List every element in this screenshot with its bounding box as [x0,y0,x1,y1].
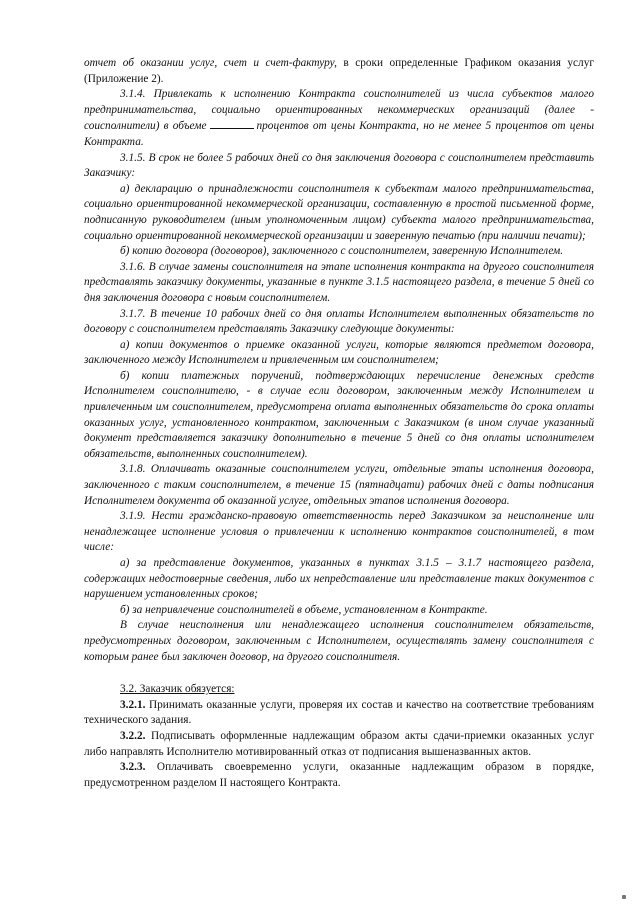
percent-blank-line [210,118,254,129]
clause-3-1-7-b: б) копии платежных поручений, подтверждающих перечисление денежных средств Исполнителем соисполнителю, - в случае если договором, заключенным между Исполнителем и привлеченным им соисполнителем, предусмотрена оплата выполненных обязательств до срока оплаты оказанных услуг, установленного контрактом, заключенным с Заказчиком (в ином случае указанный документ представляется заказчику дополнительно в течение 5 дней со дня оплаты исполнителем обязательств, выполненных соисполнителем). [84,369,594,460]
clause-3-1-9-a: а) за представление документов, указанных в пунктах 3.1.5 – 3.1.7 настоящего раздела, содержащих недостоверные сведения, либо их непредставление или представление таких документов с нарушением установленных сроков; [84,557,594,601]
clause-3-1-4 [84,87,594,150]
clause-3-2-3 [84,760,594,791]
clause-3-1-4-text: 3.1.4. Привлекать к исполнению Контракта соисполнителей из числа субъектов малого предпринимательства, социально ориентированных некоммерческих организаций (далее - соисполнители) в объеме [84,88,594,133]
clause-3-2-3-number: 3.2.3. [120,761,146,774]
clause-3-1-5: 3.1.5. В срок не более 5 рабочих дней со дня заключения договора с соисполнителем представить Заказчику: [84,151,594,180]
report-text: в сроки определенные Графиком оказания услуг (Приложение 2). [84,57,594,85]
clause-3-1-9: 3.1.9. Нести гражданско-правовую ответственность перед Заказчиком за неисполнение или ненадлежащее исполнение условия о привлечении к исполнению контрактов соисполнителей, в том числе: [84,510,594,554]
clause-3-2-1-text: Принимать оказанные услуги, проверяя их состав и качество на соответствие требованиям технического задания. [84,698,594,727]
clause-3-1-4-text-end: процентов от цены Контракта, но не менее 5 процентов от цены Контракта. [84,120,594,148]
clause-3-2-2-text: Подписывать оформленные надлежащим образом акты сдачи-приемки оказанных услуг либо направлять Исполнителю мотивированный отказ от подписания вышеназванных актов. [84,729,594,758]
paragraph-report [84,56,594,87]
clause-replacement: В случае неисполнения или ненадлежащего исполнения соисполнителем обязательств, предусмотренных договором, заключенным с Исполнителем, осуществлять замену соисполнителя с которым ранее был заключен договор, на другого соисполнителя. [84,619,594,663]
clause-3-2-3-text: Оплачивать своевременно услуги, оказанные надлежащим образом в порядке, предусмотренном разделом II настоящего Контракта. [84,761,594,789]
report-italic-text: отчет об оказании услуг, счет и счет-фактуру, [84,57,337,69]
clause-3-1-5-a: а) декларацию о принадлежности соисполнителя к субъектам малого предпринимательства, социально ориентированной некоммерческой организации, составленную в простой письменной форме, подписанную руководителем (иным уполномоченным лицом) субъекта малого предпринимательства, социально ориентированной некоммерческой организации и заверенную печатью (при наличии печати); [84,182,594,242]
clause-3-2-2 [84,729,594,760]
clause-3-2-2-number: 3.2.2. [120,729,146,742]
clause-3-1-9-b: б) за непривлечение соисполнителей в объеме, установленном в Контракте. [120,603,488,616]
clause-3-1-5-b: б) копию договора (договоров), заключенного с соисполнителем, заверенную Исполнителем. [120,245,564,258]
clause-3-1-7: 3.1.7. В течение 10 рабочих дней со дня оплаты Исполнителем выполненных обязательств по договору с соисполнителем представлять Заказчику следующие документы: [84,307,594,336]
section-3-2-heading: 3.2. Заказчик обязуется: [120,683,235,696]
section-gap [84,665,594,682]
clause-3-1-6: 3.1.6. В случае замены соисполнителя на этапе исполнения контракта на другого соисполнителя представлять заказчику документы, указанные в пункте 3.1.5 настоящего раздела, в течение 5 дней со дня заключения договора с новым соисполнителем. [84,260,594,304]
clause-3-2-1-number: 3.2.1. [120,698,146,711]
clause-3-2-1 [84,698,594,729]
clause-3-1-7-a: а) копии документов о приемке оказанной услуги, которые являются предметом договора, заключенного между Исполнителем и привлеченным им соисполнителем; [84,338,594,367]
clause-3-1-8: 3.1.8. Оплачивать оказанные соисполнителем услуги, отдельные этапы исполнения договора, заключенного с таким соисполнителем, в течение 15 (пятнадцати) рабочих дней с даты подписания Исполнителем документа об оказанной услуге, отдельных этапов исполнения договора. [84,463,594,507]
scan-speck [622,895,626,899]
